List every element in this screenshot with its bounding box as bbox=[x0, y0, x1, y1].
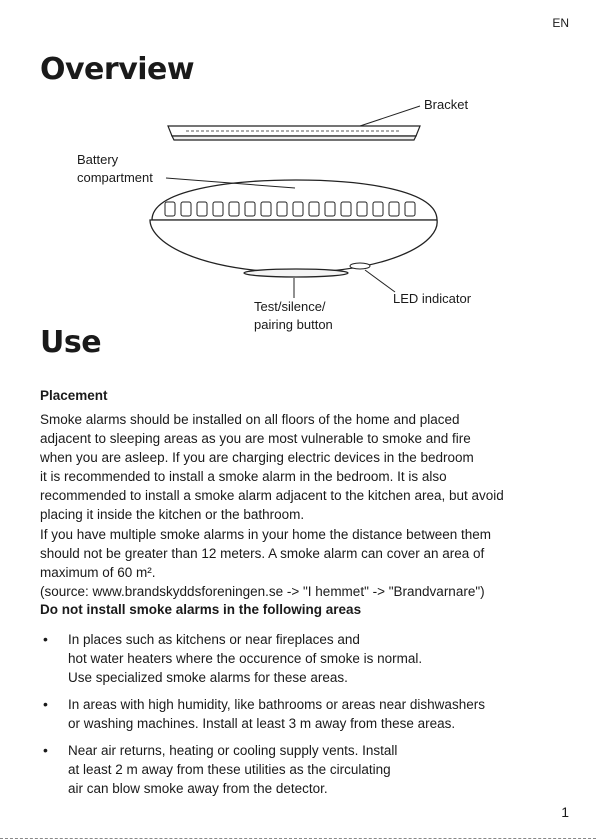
test-label-line2: pairing button bbox=[254, 317, 333, 332]
bracket-label: Bracket bbox=[424, 97, 469, 112]
list-item-text: Near air returns, heating or cooling supply vents. Install at least 2 m away from these utilities as the circulating air can blow smoke away from the detector. bbox=[68, 743, 398, 796]
list-item bbox=[40, 695, 560, 733]
language-label: EN bbox=[552, 16, 569, 30]
led-leader-line bbox=[365, 270, 395, 292]
list-item-text: In areas with high humidity, like bathrooms or areas near dishwashers or washing machines. Install at least 3 m away from these areas. bbox=[68, 697, 485, 731]
battery-label-line1: Battery bbox=[77, 152, 119, 167]
use-title: Use bbox=[40, 325, 102, 360]
test-button-label bbox=[254, 298, 333, 334]
bullet-icon: • bbox=[43, 631, 48, 647]
overview-title: Overview bbox=[40, 52, 195, 87]
test-label-line1: Test/silence/ bbox=[254, 299, 326, 314]
led-indicator-graphic bbox=[350, 263, 370, 269]
alarm-body-graphic bbox=[150, 180, 437, 277]
bullet-icon: • bbox=[43, 696, 48, 712]
bracket-graphic bbox=[168, 126, 420, 140]
list-item-text: In places such as kitchens or near fireplaces and hot water heaters where the occurence of smoke is normal. Use specialized smoke alarms for these areas. bbox=[68, 632, 423, 685]
bracket-leader-line bbox=[360, 106, 420, 126]
bullet-icon: • bbox=[43, 742, 48, 758]
list-item bbox=[40, 630, 560, 687]
do-not-install-heading: Do not install smoke alarms in the following areas bbox=[40, 602, 362, 617]
distance-paragraph: If you have multiple smoke alarms in your home the distance between them should not be greater than 12 meters. A smoke alarm can cover an area of maximum of 60 m². (source: www.brandskyddsforeningen.se -> "I hemmet" -> "Brandvarnare") bbox=[40, 527, 491, 599]
smoke-alarm-diagram bbox=[0, 90, 596, 340]
page-number: 1 bbox=[561, 804, 569, 820]
battery-compartment-label bbox=[77, 151, 153, 187]
battery-label-line2: compartment bbox=[77, 170, 153, 185]
placement-paragraph: Smoke alarms should be installed on all floors of the home and placed adjacent to sleeping areas as you are most vulnerable to smoke and fire when you are asleep. If you are charging electric devices in the bedroom it is recommended to install a smoke alarm in the bedroom. It is also recommended to install a smoke alarm adjacent to the kitchen area, but avoid placing it inside the kitchen or the bathroom. bbox=[40, 412, 504, 522]
do-not-install-list bbox=[40, 630, 560, 806]
list-item bbox=[40, 741, 560, 798]
placement-heading: Placement bbox=[40, 388, 108, 403]
led-indicator-label: LED indicator bbox=[393, 291, 472, 306]
